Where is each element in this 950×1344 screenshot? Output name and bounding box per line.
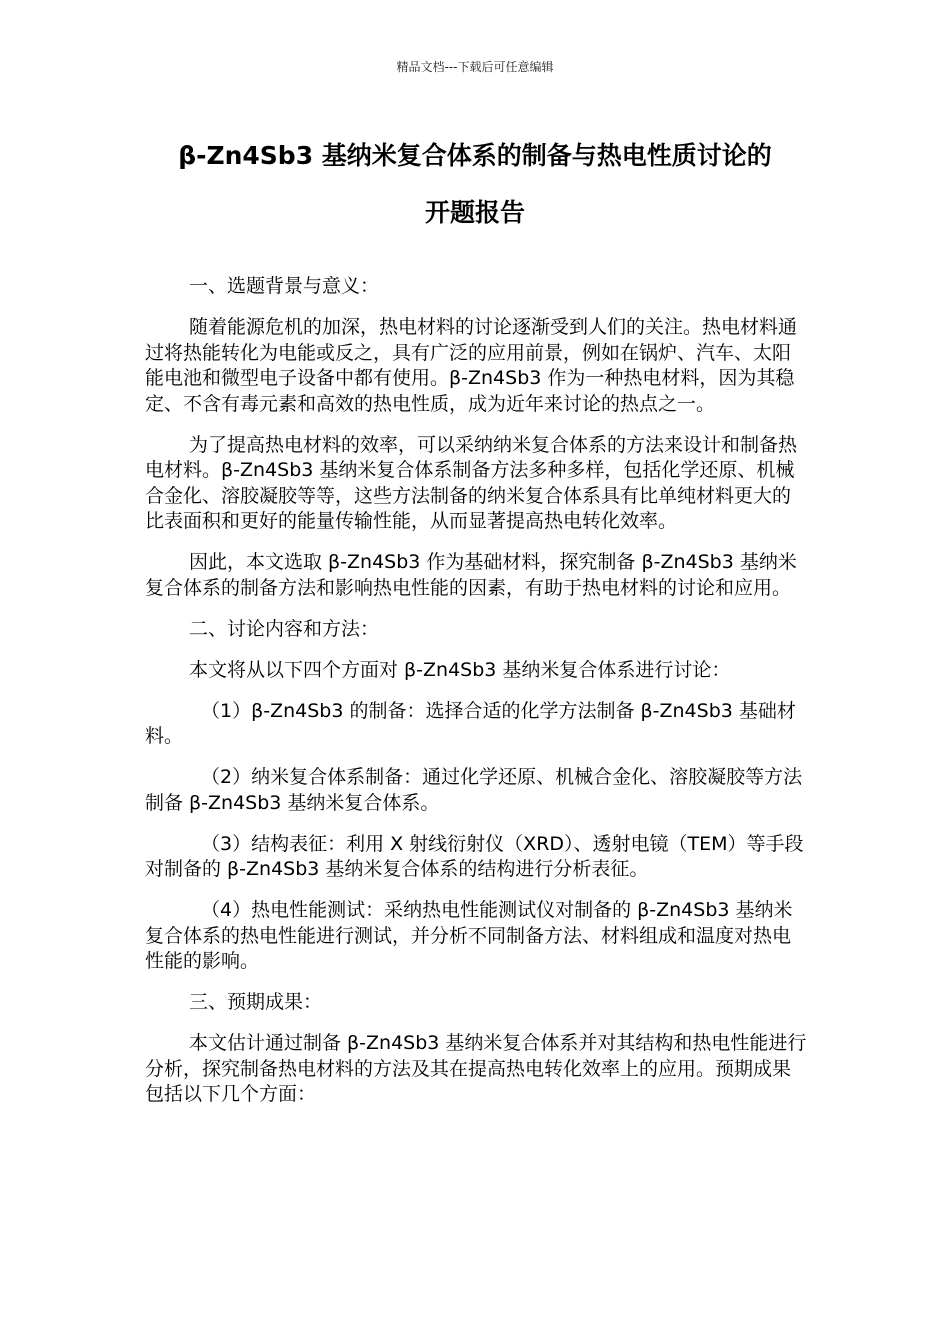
paragraph-outcomes: 本文估计通过制备 β-Zn4Sb3 基纳米复合体系并对其结构和热电性能进行分析，探究制备热电材料的方法及其在提高热电转化效率上的应用。预期成果包括以下几个方面： [145, 1032, 807, 1105]
document-body [145, 274, 807, 1123]
list-item-thermoelectric-test: （4）热电性能测试：采纳热电性能测试仪对制备的 β-Zn4Sb3 基纳米复合体系的热电性能进行测试，并分析不同制备方法、材料组成和温度对热电性能的影响。 [145, 899, 793, 972]
paragraph-background-3: 因此，本文选取 β-Zn4Sb3 作为基础材料，探究制备 β-Zn4Sb3 基纳米复合体系的制备方法和影响热电性能的因素，有助于热电材料的讨论和应用。 [145, 551, 797, 599]
paragraph-background-2: 为了提高热电材料的效率，可以采纳纳米复合体系的方法来设计和制备热电材料。β-Zn4Sb3 基纳米复合体系制备方法多种多样，包括化学还原、机械合金化、溶胶凝胶等等，这些方法制备的纳米复合体系具有比单纯材料更大的比表面积和更好的能量传输性能，从而显著提高热电转化效率。 [145, 433, 798, 532]
section-heading-background: 一、选题背景与意义： [189, 275, 380, 297]
document-title-line-1: β-Zn4Sb3 基纳米复合体系的制备与热电性质讨论的 [178, 141, 772, 170]
list-item-characterization: （3）结构表征：利用 X 射线衍射仪（XRD）、透射电镜（TEM）等手段对制备的 β-Zn4Sb3 基纳米复合体系的结构进行分析表征。 [145, 832, 804, 880]
section-heading-methods: 二、讨论内容和方法： [189, 617, 380, 640]
list-item-preparation: （1）β-Zn4Sb3 的制备：选择合适的化学方法制备 β-Zn4Sb3 基础材料。 [145, 699, 796, 747]
list-item-nanocomposite: （2）纳米复合体系制备：通过化学还原、机械合金化、溶胶凝胶等方法制备 β-Zn4Sb3 基纳米复合体系。 [145, 766, 803, 814]
paragraph-background-1: 随着能源危机的加深，热电材料的讨论逐渐受到人们的关注。热电材料通过将热能转化为电能或反之，具有广泛的应用前景，例如在锅炉、汽车、太阳能电池和微型电子设备中都有使用。β-Zn4Sb3 作为一种热电材料，因为其稳定、不含有毒元素和高效的热电性质，成为近年来讨论的热点之一。 [145, 316, 798, 415]
paragraph-methods-intro: 本文将从以下四个方面对 β-Zn4Sb3 基纳米复合体系进行讨论： [189, 658, 731, 681]
section-heading-outcomes: 三、预期成果： [189, 991, 323, 1013]
document-title-line-2: 开题报告 [424, 198, 525, 227]
header-watermark: 精品文档---下载后可任意编辑 [396, 60, 554, 74]
